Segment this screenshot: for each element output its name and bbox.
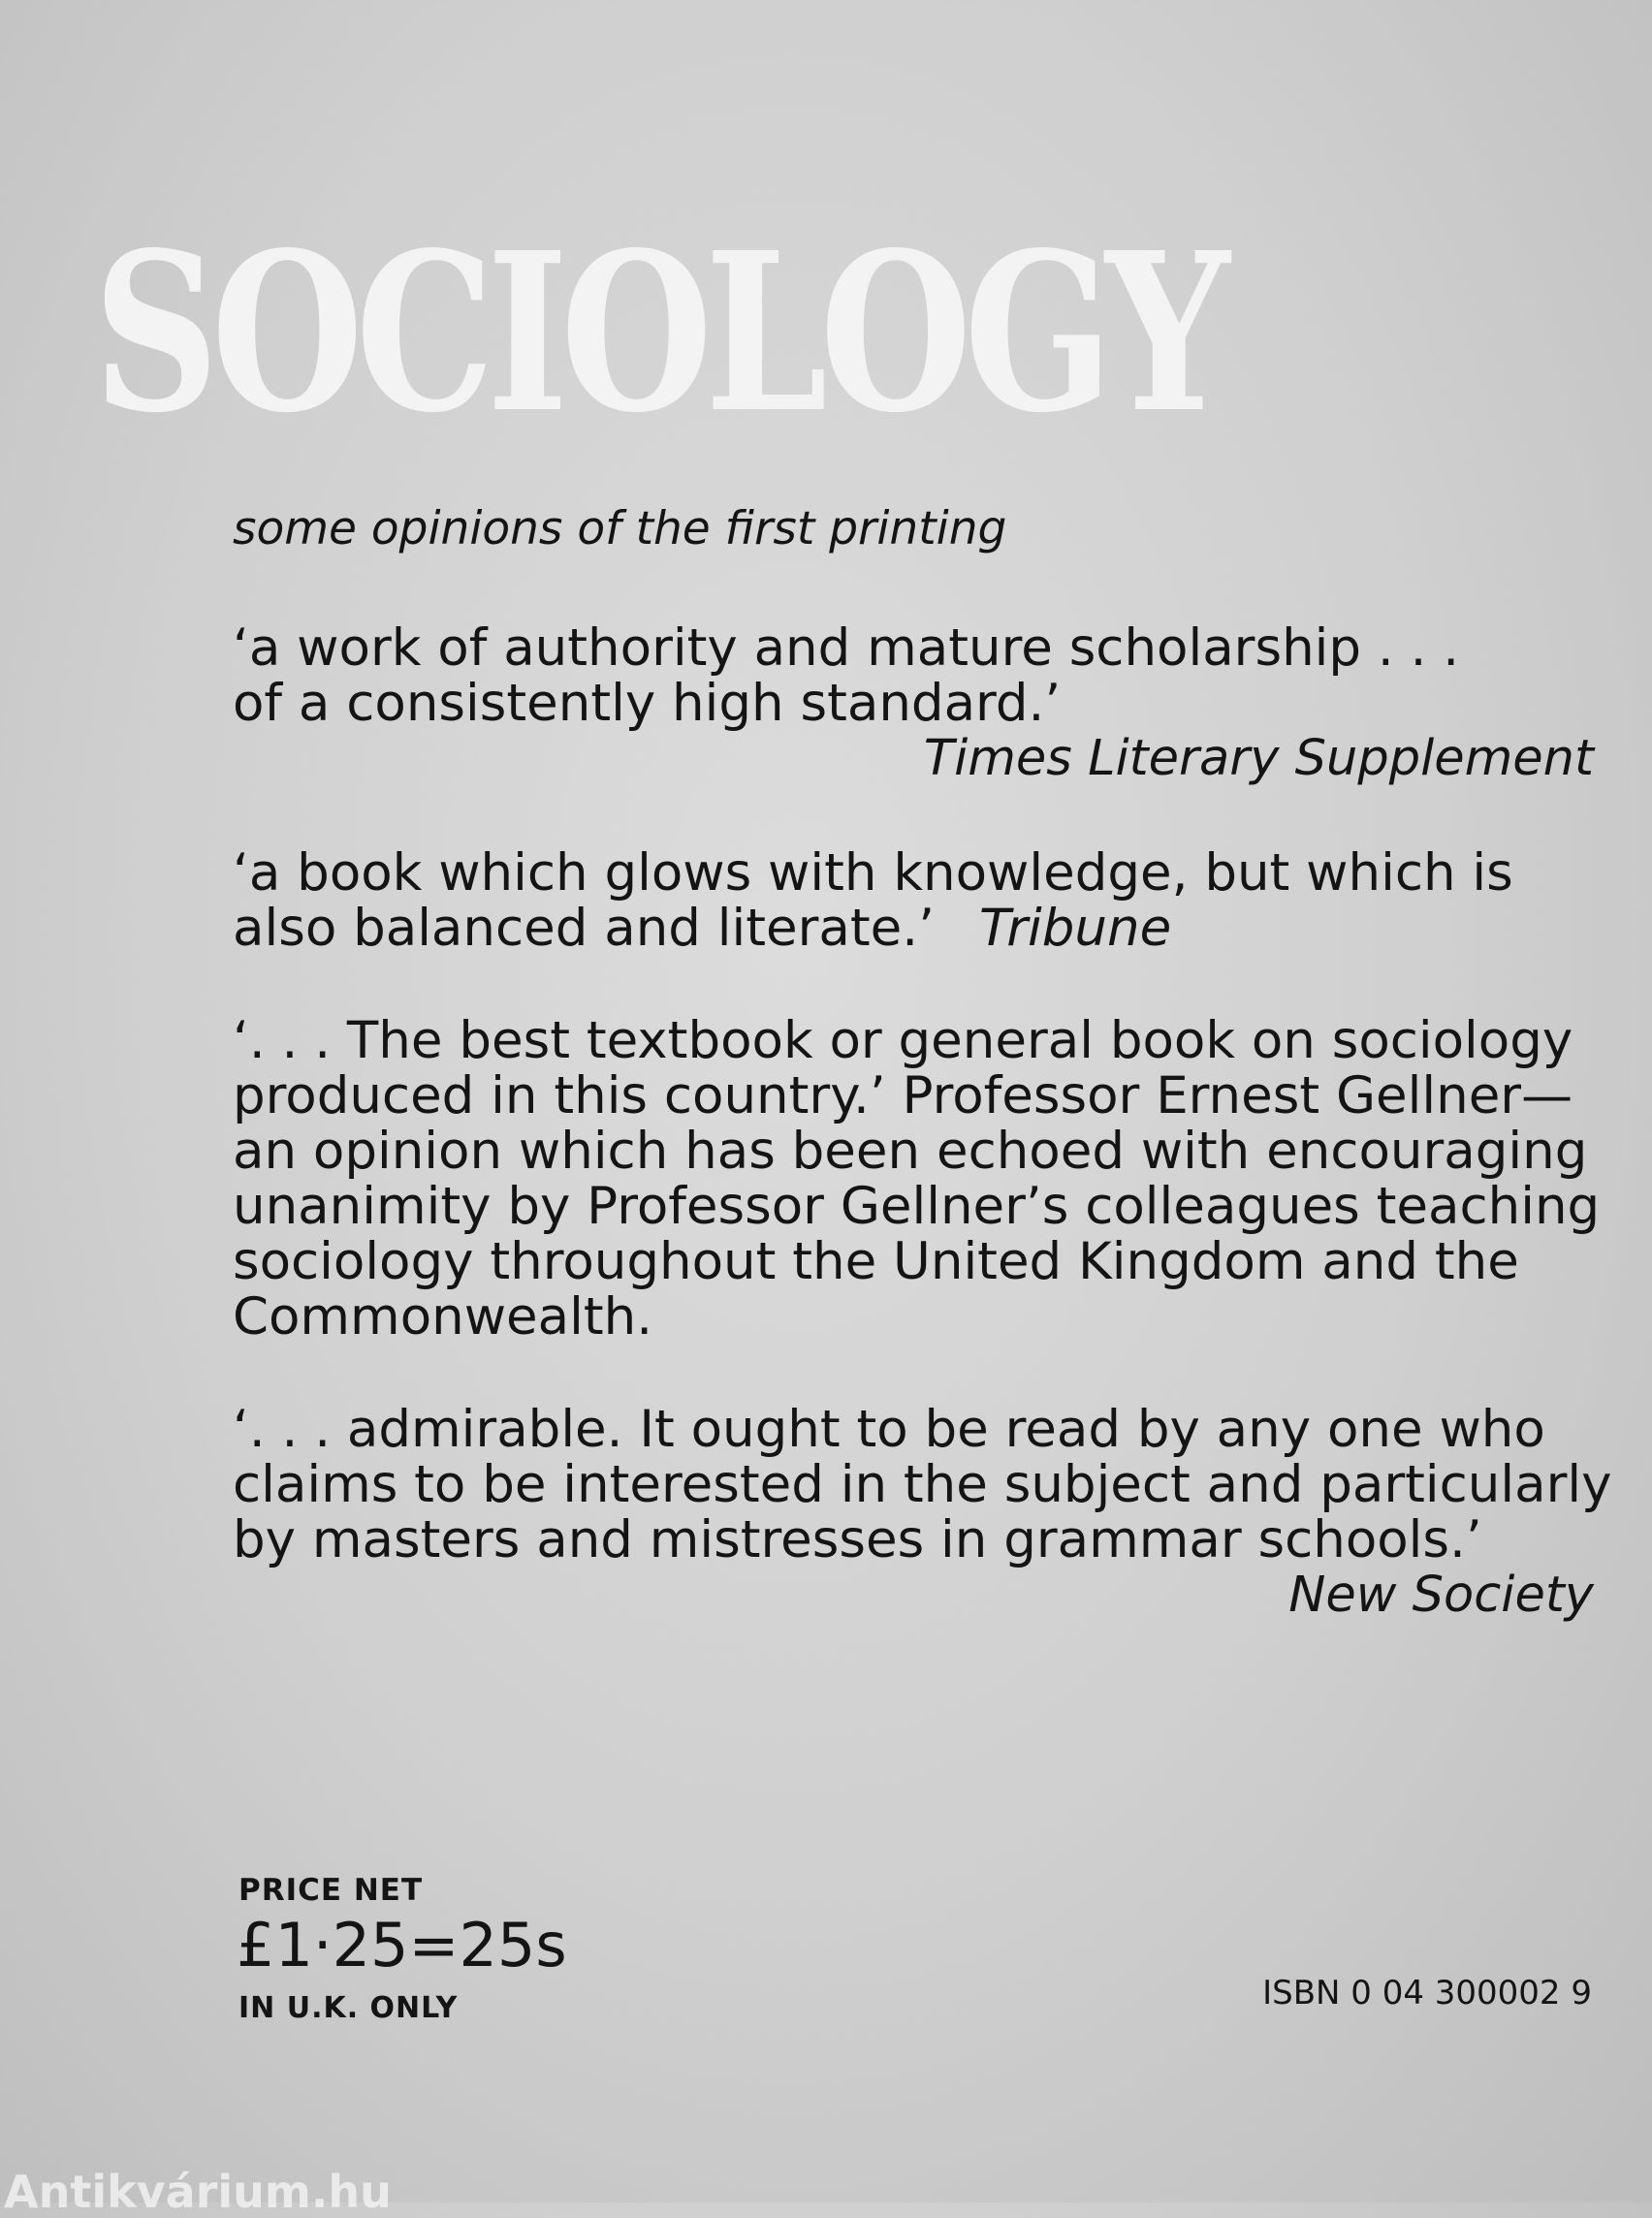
watermark-text: Antikvárium.hu bbox=[4, 2166, 392, 2218]
price-note: IN U.K. ONLY bbox=[238, 1991, 459, 2025]
review-quote bbox=[233, 1013, 1600, 1345]
quote-line: of a consistently high standard.’ bbox=[233, 674, 1062, 733]
quote-line-text: also balanced and literate.’ bbox=[233, 899, 935, 958]
review-quote bbox=[233, 620, 1600, 786]
quote-line: Commonwealth. bbox=[233, 1287, 653, 1347]
quote-line: ‘a book which glows with knowledge, but which is bbox=[233, 843, 1513, 903]
quote-line: produced in this country.’ Professor Ernest Gellner— bbox=[233, 1066, 1573, 1125]
quote-source: Times Literary Supplement bbox=[923, 730, 1594, 787]
quote-line: by masters and mistresses in grammar schools.’ bbox=[233, 1510, 1482, 1569]
quote-line: ‘. . . The best textbook or general book on sociology bbox=[233, 1011, 1573, 1070]
isbn-number: ISBN 0 04 300002 9 bbox=[1262, 1974, 1592, 2012]
quote-line: ‘. . . admirable. It ought to be read by any one who bbox=[233, 1400, 1545, 1459]
book-title: SOCIOLOGY bbox=[93, 206, 1223, 461]
quote-line: ‘a work of authority and mature scholarship . . . bbox=[233, 618, 1460, 678]
quote-line: unanimity by Professor Gellner’s colleagues teaching bbox=[233, 1177, 1601, 1236]
quote-source: Tribune bbox=[979, 899, 1172, 958]
price-value: £1·25=25s bbox=[237, 1910, 567, 1980]
quote-line: claims to be interested in the subject and particularly bbox=[233, 1455, 1612, 1514]
quote-line bbox=[233, 901, 1600, 956]
price-label: PRICE NET bbox=[238, 1873, 424, 1908]
quote-source: New Society bbox=[1288, 1567, 1594, 1624]
review-quote bbox=[233, 845, 1600, 956]
quote-line: sociology throughout the United Kingdom and the bbox=[233, 1232, 1519, 1291]
quote-line: an opinion which has been echoed with encouraging bbox=[233, 1122, 1588, 1181]
review-quote bbox=[233, 1400, 1612, 1624]
opinions-subtitle: some opinions of the first printing bbox=[233, 502, 1007, 555]
